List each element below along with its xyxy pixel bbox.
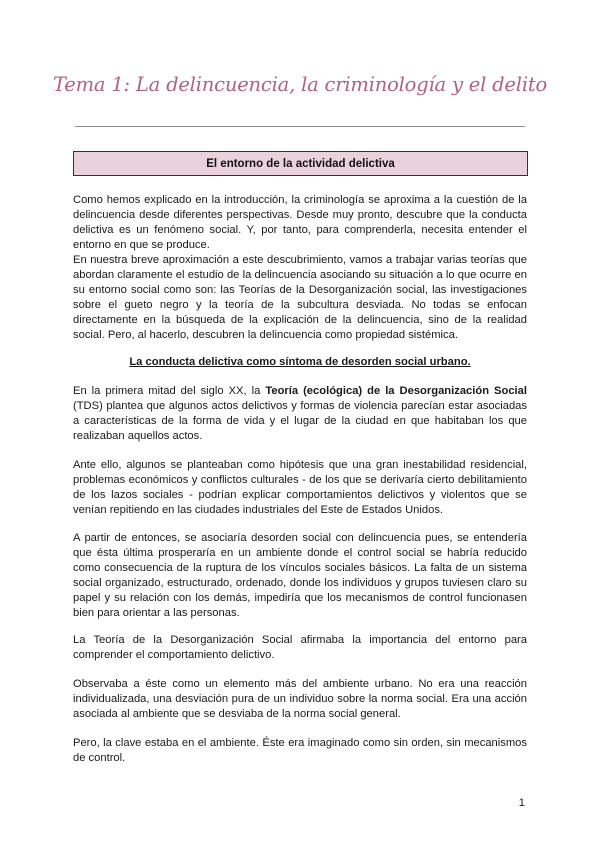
subheading: La conducta delictiva como síntoma de desorden social urbano.: [129, 356, 471, 368]
page-number: 1: [518, 797, 525, 809]
title-divider: [75, 126, 525, 127]
section-title-box: [73, 151, 528, 176]
paragraph-importance: La Teoría de la Desorganización Social afirmaba la importancia del entorno para comprender el comportamiento delictivo.: [73, 634, 527, 661]
paragraph-hypothesis: Ante ello, algunos se planteaban como hipótesis que una gran inestabilidad residencial, problemas económicos y conflictos culturales - de los que se derivaría cierto debilitamiento de los lazos sociales - podrían explicar comportamientos delictivos y violentos que se venían repitiendo en las ciudades industriales del Este de Estados Unidos.: [73, 459, 527, 516]
paragraph-tds: [73, 384, 527, 444]
paragraph-theories: En nuestra breve aproximación a este descubrimiento, vamos a trabajar varias teorías que abordan claramente el estudio de la delincuencia asociando su situación a lo que ocurre en su entorno social como son: las Teorías de la Desorganización social, las investigaciones sobre el gueto negro y la teoría de la subcultura desviada. No todas se enfocan directamente en la búsqueda de la explicación de la delincuencia, sino de la realidad social. Pero, al hacerlo, descubren la delincuencia como propiedad sistémica.: [73, 254, 527, 341]
paragraph-intro: Como hemos explicado en la introducción, la criminología se aproxima a la cuestión de la delincuencia desde diferentes perspectivas. Desde muy pronto, descubre que la conducta delictiva es un fenómeno social. Y, por tanto, para comprenderla, necesita entender el entorno en que se produce.: [73, 194, 527, 251]
section-title: El entorno de la actividad delictiva: [206, 157, 395, 170]
paragraph-environment: Observaba a éste como un elemento más del ambiente urbano. No era una reacción individualizada, una desviación pura de un individuo sobre la norma social. Era una acción asociada al ambiente que se desviaba de la norma social general.: [73, 678, 527, 720]
paragraph-tds-start: En la primera mitad del siglo XX, la: [73, 385, 266, 397]
theory-name: Teoría (ecológica) de la Desorganización Social: [265, 385, 527, 397]
paragraph-key: Pero, la clave estaba en el ambiente. Éste era imaginado como sin orden, sin mecanismos de control.: [73, 737, 527, 764]
paragraph-disorder: A partir de entonces, se asociaría desorden social con delincuencia pues, se entendería que ésta última prosperaría en un ambiente donde el control social se habría reducido como consecuencia de la ruptura de los vínculos sociales básicos. La falta de un sistema social organizado, estructurado, ordenado, donde los individuos y grupos tuviesen claro su papel y su relación con los demás, impediría que los mecanismos de control funcionasen bien para orientar a las personas.: [73, 532, 527, 619]
page-title: Tema 1: La delincuencia, la criminología y el delito: [52, 73, 548, 96]
paragraph-tds-end: (TDS) plantea que algunos actos delictivos y formas de violencia parecían estar asociadas a características de la forma de vida y el lugar de la ciudad en que habitaban los que realizaban aquellos actos.: [73, 400, 527, 442]
